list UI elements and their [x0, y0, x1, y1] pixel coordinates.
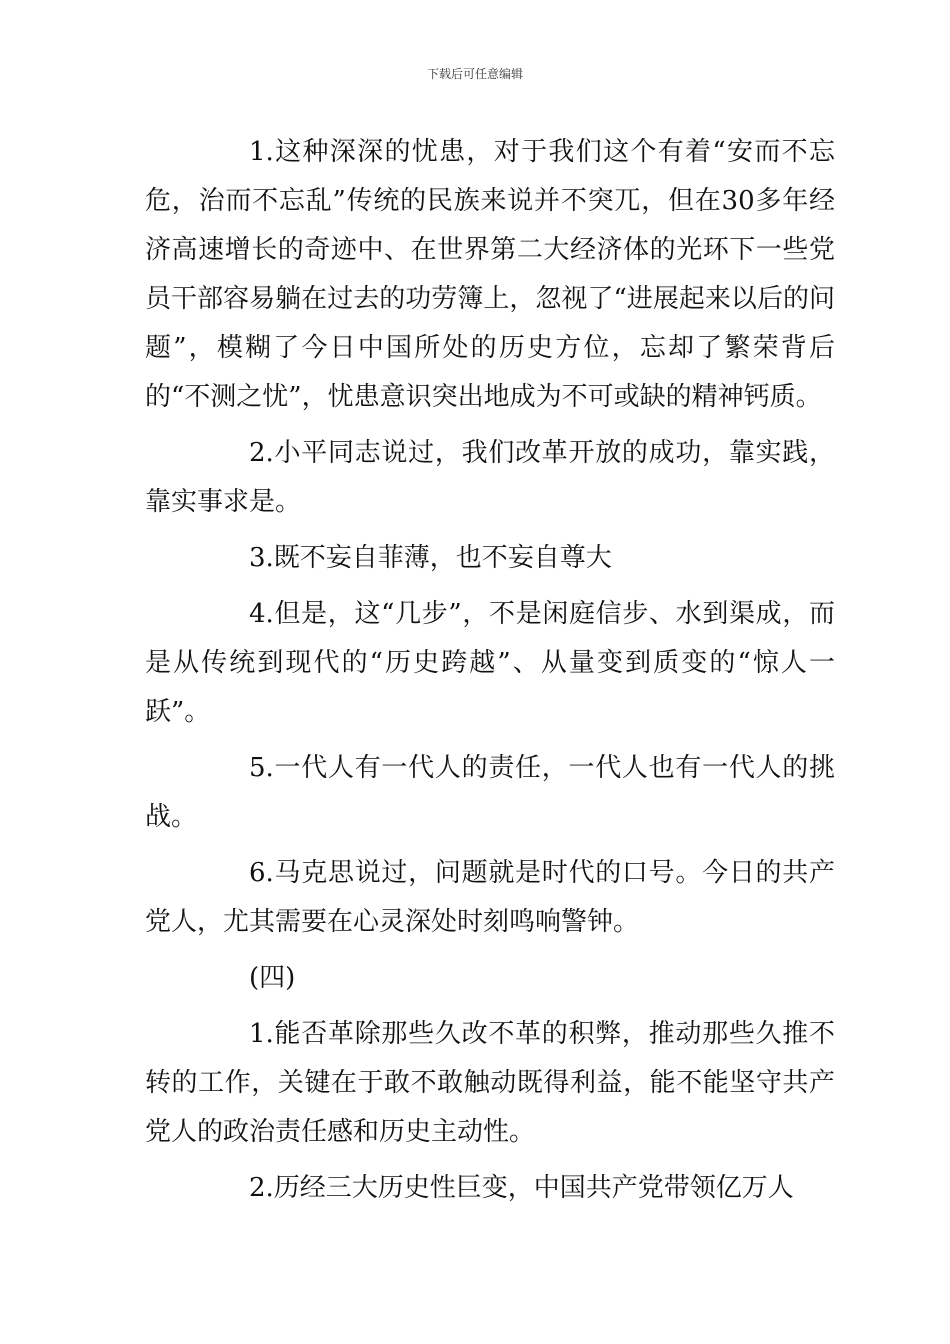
paragraph-5: 5.一代人有一代人的责任，一代人也有一代人的挑战。 [145, 753, 835, 832]
paragraph-2: 2.小平同志说过，我们改革开放的成功，靠实践，靠实事求是。 [145, 438, 835, 517]
paragraph-7: 1.能否革除那些久改不革的积弊，推动那些久推不转的工作，关键在于敢不敢触动既得利益，能不能坚守共产党人的政治责任感和历史主动性。 [145, 1019, 835, 1147]
document-body [145, 128, 835, 1220]
paragraph-1: 1.这种深深的忧患，对于我们这个有着“安而不忘危，治而不忘乱”传统的民族来说并不突兀，但在30多年经济高速增长的奇迹中、在世界第二大经济体的光环下一些党员干部容易躺在过去的功劳簿上，忽视了“进展起来以后的问题”，模糊了今日中国所处的历史方位，忘却了繁荣背后的“不测之忧”，忧患意识突出地成为不可或缺的精神钙质。 [145, 137, 835, 412]
paragraph-8: 2.历经三大历史性巨变，中国共产党带领亿万人 [249, 1173, 794, 1203]
section-heading: (四) [249, 963, 296, 993]
page-header: 下载后可任意编辑 [426, 67, 523, 81]
paragraph-3: 3.既不妄自菲薄，也不妄自尊大 [249, 543, 612, 573]
paragraph-4: 4.但是，这“几步”，不是闲庭信步、水到渠成，而是从传统到现代的“历史跨越”、从量变到质变的“惊人一跃”。 [145, 599, 835, 727]
paragraph-6: 6.马克思说过，问题就是时代的口号。今日的共产党人，尤其需要在心灵深处时刻鸣响警钟。 [145, 858, 835, 937]
